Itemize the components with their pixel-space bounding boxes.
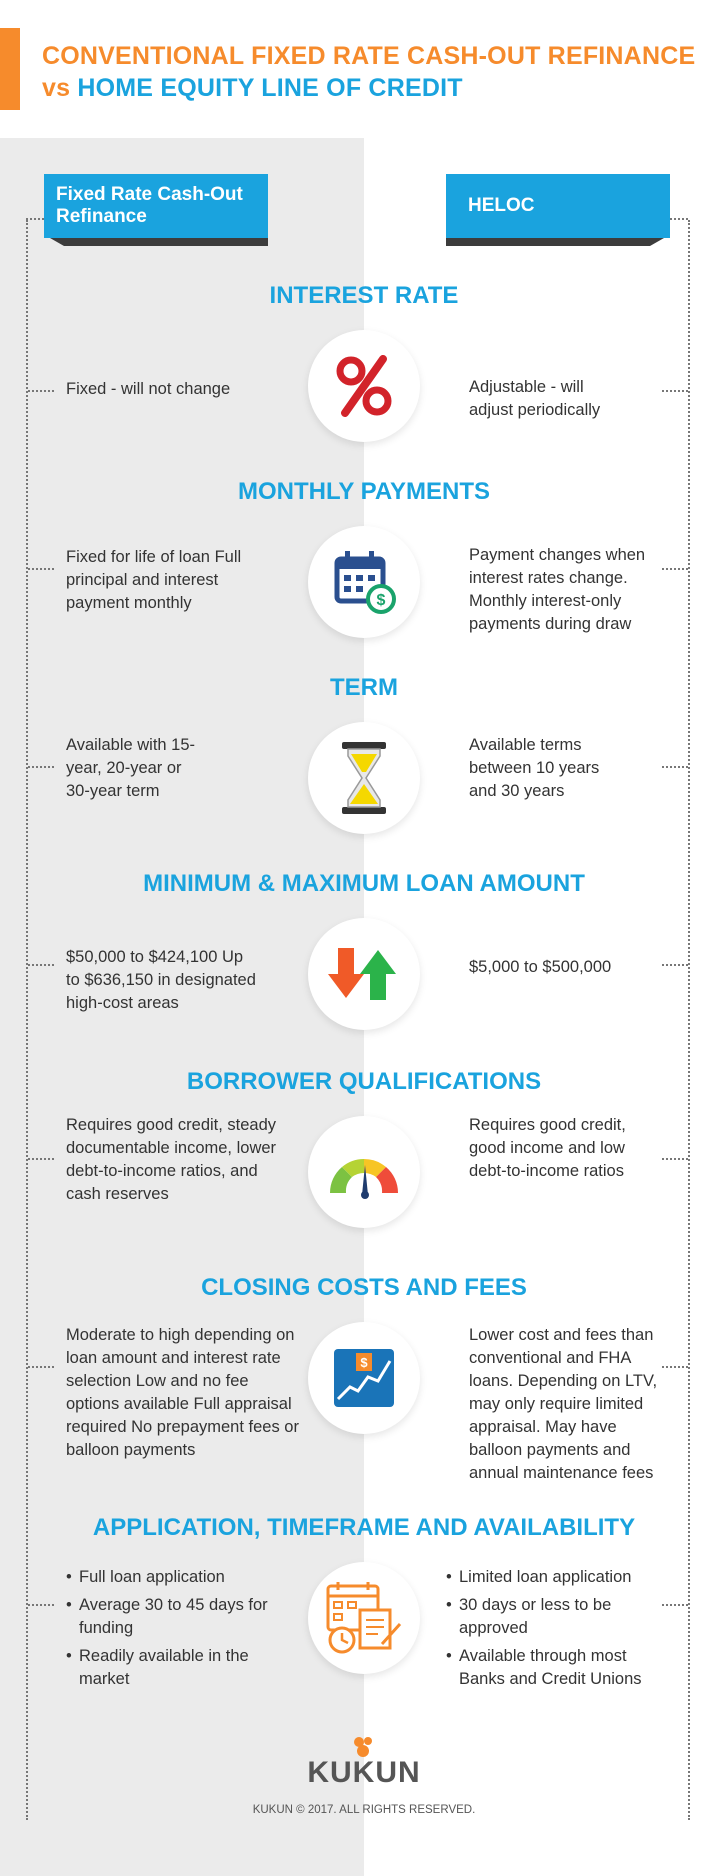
interest-rate-right: Adjustable - will adjust periodically xyxy=(469,378,601,419)
section-title-application: APPLICATION, TIMEFRAME AND AVAILABILITY xyxy=(92,1514,636,1541)
interest-rate-left: Fixed - will not change xyxy=(66,380,231,398)
column-header-left: Fixed Rate Cash-Out Refinance xyxy=(44,174,268,238)
section-title-loan-amount: MINIMUM & MAXIMUM LOAN AMOUNT xyxy=(143,870,585,897)
application-right xyxy=(446,1566,666,1696)
section-title-borrower-qualifications: BORROWER QUALIFICATIONS xyxy=(186,1068,542,1095)
list-item: • Average 30 to 45 days for funding xyxy=(66,1594,286,1640)
right-rail-connector xyxy=(670,218,688,220)
list-item: • Full loan application xyxy=(66,1566,286,1589)
kukun-logo xyxy=(0,1734,728,1790)
monthly-payments-left: Fixed for life of loan Full principal and interest payment monthly xyxy=(66,548,242,612)
calendar-clock-document-icon xyxy=(308,1562,420,1674)
connector xyxy=(28,964,54,966)
column-header-right: HELOC xyxy=(446,174,670,238)
title-vs: vs xyxy=(42,74,71,102)
borrower-qualifications-right: Requires good credit, good income and low debt-to-income ratios xyxy=(469,1116,626,1180)
gauge-icon xyxy=(308,1116,420,1228)
section-title-monthly-payments: MONTHLY PAYMENTS xyxy=(237,478,491,505)
borrower-qualifications-left: Requires good credit, steady documentable income, lower debt-to-income ratios, and cash reserves xyxy=(66,1116,277,1203)
term-left: Available with 15-year, 20-year or 30-year term xyxy=(66,736,196,800)
loan-amount-left: $50,000 to $424,100 Up to $636,150 in designated high-cost areas xyxy=(66,948,256,1012)
section-title-term: TERM xyxy=(330,674,398,701)
connector xyxy=(28,568,54,570)
section-title-interest-rate: INTEREST RATE xyxy=(269,282,459,309)
connector xyxy=(28,1158,54,1160)
hourglass-icon xyxy=(308,722,420,834)
connector xyxy=(662,568,688,570)
closing-costs-right: Lower cost and fees than conventional and FHA loans. Depending on LTV, may only require limited appraisal. May have balloon payments and annual maintenance fees xyxy=(469,1326,658,1482)
list-item: • Available through most Banks and Credit Unions xyxy=(446,1645,666,1691)
left-dotted-rail xyxy=(26,220,28,1820)
up-down-arrows-icon xyxy=(308,918,420,1030)
right-dotted-rail xyxy=(688,220,690,1820)
monthly-payments-right: Payment changes when interest rates change. Monthly interest-only payments during draw xyxy=(469,546,646,633)
list-item: • Readily available in the market xyxy=(66,1645,286,1691)
connector xyxy=(28,390,54,392)
logo-text: KUKUN xyxy=(307,1756,421,1789)
connector xyxy=(662,1158,688,1160)
copyright: KUKUN © 2017. ALL RIGHTS RESERVED. xyxy=(252,1804,476,1816)
svg-text:$: $ xyxy=(376,592,386,609)
title-line-2: HOME EQUITY LINE OF CREDIT xyxy=(77,74,463,102)
title-line-1: CONVENTIONAL FIXED RATE CASH-OUT REFINANCE xyxy=(42,42,696,70)
svg-text:$: $ xyxy=(360,1355,368,1370)
chart-dollar-icon xyxy=(308,1322,420,1434)
comparison-panel xyxy=(0,138,728,1876)
header-shadow-left xyxy=(50,238,268,246)
left-rail-connector xyxy=(26,218,44,220)
header-shadow-right xyxy=(446,238,664,246)
connector xyxy=(28,766,54,768)
closing-costs-left: Moderate to high depending on loan amount and interest rate selection Low and no fee options available Full appraisal required No prepayment fees or balloon payments xyxy=(66,1326,299,1459)
section-title-closing-costs: CLOSING COSTS AND FEES xyxy=(201,1274,527,1301)
application-left xyxy=(66,1566,286,1696)
connector xyxy=(662,390,688,392)
calendar-dollar-icon xyxy=(308,526,420,638)
connector xyxy=(662,964,688,966)
connector xyxy=(662,766,688,768)
list-item: • 30 days or less to be approved xyxy=(446,1594,666,1640)
list-item: • Limited loan application xyxy=(446,1566,666,1589)
connector xyxy=(28,1366,54,1368)
connector xyxy=(28,1604,54,1606)
percent-icon xyxy=(308,330,420,442)
accent-bar xyxy=(0,28,20,110)
page-title xyxy=(42,40,722,104)
loan-amount-right: $5,000 to $500,000 xyxy=(469,958,612,976)
term-right: Available terms between 10 years and 30 years xyxy=(469,736,600,800)
